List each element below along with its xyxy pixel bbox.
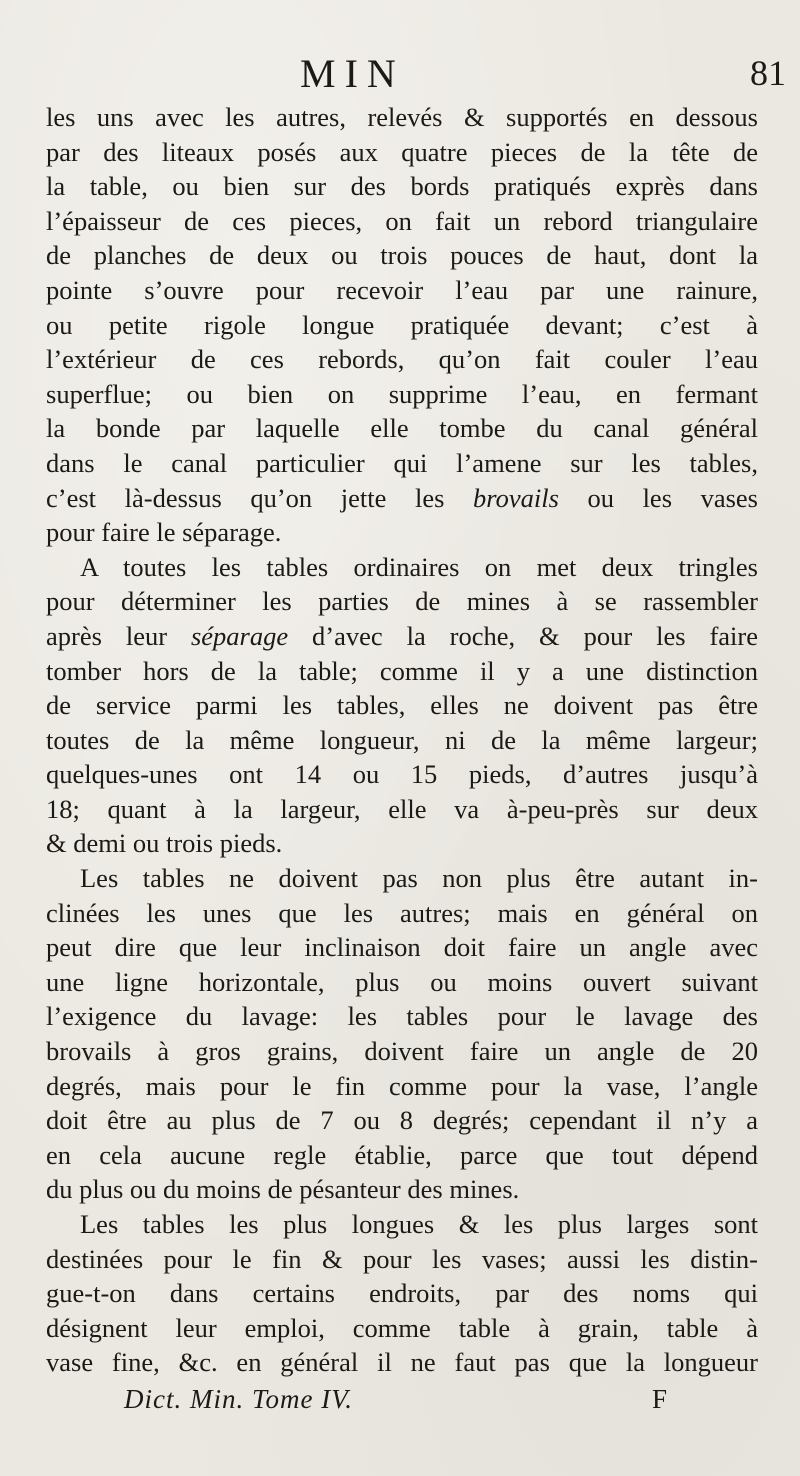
text-line: du plus ou du moins de pésanteur des mines. xyxy=(46,1174,520,1205)
text-line: quelques-unes ont 14 ou 15 pieds, d’autres jusqu’à xyxy=(46,759,758,790)
sheet-mark: F xyxy=(652,1384,668,1414)
text-line: clinées les unes que les autres; mais en général on xyxy=(46,897,758,928)
text-line: gue-t-on dans certains endroits, par des noms qui xyxy=(46,1278,758,1309)
text-line: brovails à gros grains, doivent faire un angle de 20 xyxy=(46,1036,758,1067)
text-line: 18; quant à la largeur, elle va à-peu-près sur deux xyxy=(46,793,758,824)
text-line: en cela aucune regle établie, parce que tout dépend xyxy=(46,1139,758,1170)
text-line: une ligne horizontale, plus ou moins ouvert suivant xyxy=(46,966,758,997)
text-segment: après leur xyxy=(46,620,191,651)
text-line: peut dire que leur inclinaison doit faire un angle avec xyxy=(46,932,758,963)
text-line: superflue; ou bien on supprime l’eau, en fermant xyxy=(46,378,758,409)
text-line: Les tables ne doivent pas non plus être autant in- xyxy=(80,863,758,894)
italic-term: séparage xyxy=(190,620,289,651)
text-line: dans le canal particulier qui l’amene sur les tables, xyxy=(46,447,758,478)
text-line: pour déterminer les parties de mines à se rassembler xyxy=(46,586,758,617)
text-line: A toutes les tables ordinaires on met deux tringles xyxy=(80,551,758,582)
text-line: & demi ou trois pieds. xyxy=(46,828,283,859)
text-line: Les tables les plus longues & les plus larges sont xyxy=(80,1209,758,1239)
text-line: l’épaisseur de ces pieces, on fait un rebord triangulaire xyxy=(46,205,758,236)
running-head: MIN xyxy=(300,51,405,96)
text-line: de service parmi les tables, elles ne doivent pas être xyxy=(46,690,758,721)
text-line: destinées pour le fin & pour les vases; aussi les distin- xyxy=(46,1243,758,1274)
text-line xyxy=(46,481,758,516)
text-line: l’extérieur de ces rebords, qu’on fait couler l’eau xyxy=(46,344,758,375)
text-segment: c’est là-dessus qu’on jette les xyxy=(46,482,473,513)
text-segment: ou les vases xyxy=(558,482,758,513)
text-line: de planches de deux ou trois pouces de haut, dont la xyxy=(46,240,758,271)
text-line: l’exigence du lavage: les tables pour le lavage des xyxy=(46,1001,758,1032)
page-number: 81 xyxy=(750,53,786,93)
text-line: vase fine, &c. en général il ne faut pas que la longueur xyxy=(46,1347,758,1378)
text-line: tomber hors de la table; comme il y a une distinction xyxy=(46,655,758,686)
signature-mark: Dict. Min. Tome IV. xyxy=(124,1384,354,1414)
text-line: désignent leur emploi, comme table à grain, table à xyxy=(46,1312,758,1343)
text-segment: d’avec la roche, & pour les faire xyxy=(288,620,758,651)
text-line: les uns avec les autres, relevés & supportés en dessous xyxy=(46,102,758,132)
text-line: doit être au plus de 7 ou 8 degrés; cependant il n’y a xyxy=(46,1105,758,1136)
text-line: la bonde par laquelle elle tombe du canal général xyxy=(46,413,758,444)
page-footer xyxy=(0,1384,800,1424)
text-line: pour faire le séparage. xyxy=(46,517,282,548)
page-header xyxy=(0,50,800,98)
text-line: degrés, mais pour le fin comme pour la vase, l’angle xyxy=(46,1070,758,1101)
body-text xyxy=(46,100,758,1380)
text-line: pointe s’ouvre pour recevoir l’eau par une rainure, xyxy=(46,274,758,305)
text-line: par des liteaux posés aux quatre pieces de la tête de xyxy=(46,136,758,167)
text-line: ou petite rigole longue pratiquée devant; c’est à xyxy=(46,309,758,340)
text-line: la table, ou bien sur des bords pratiqués exprès dans xyxy=(46,171,758,202)
text-line: toutes de la même longueur, ni de la même largeur; xyxy=(46,724,758,755)
italic-term: brovails xyxy=(473,482,559,513)
text-line xyxy=(46,619,758,654)
